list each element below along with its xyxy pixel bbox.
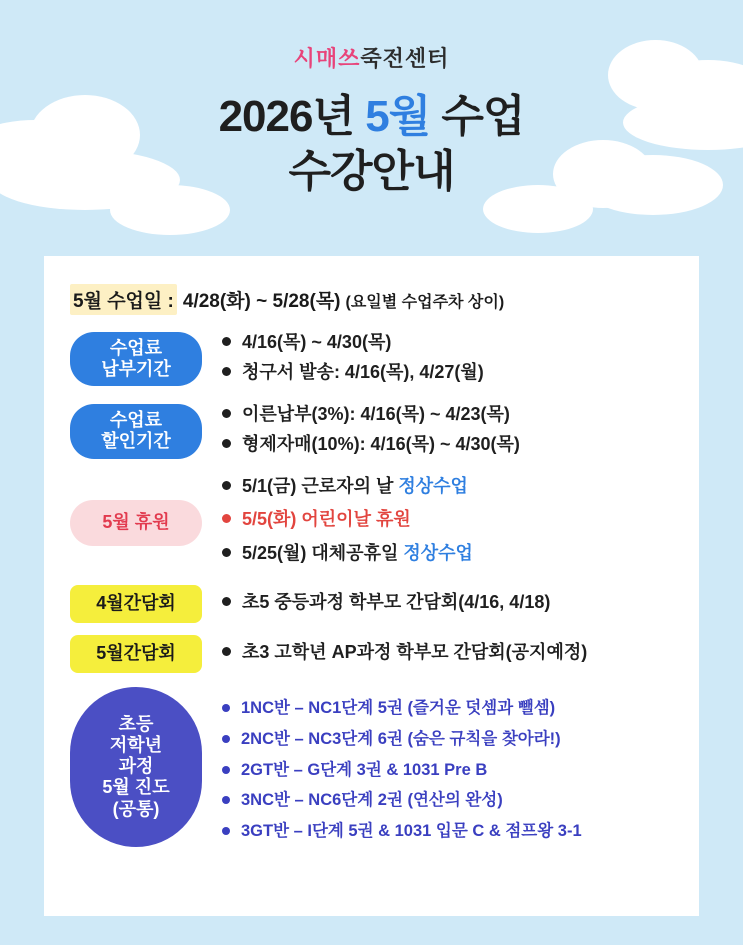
section-items bbox=[222, 329, 681, 389]
list-item bbox=[222, 431, 681, 457]
list-item-text: 형제자매(10%): 4/16(목) ~ 4/30(목) bbox=[242, 434, 520, 455]
section-elementary-progress bbox=[64, 687, 681, 852]
list-item bbox=[222, 506, 681, 532]
pill-line: 저학년 bbox=[109, 734, 163, 755]
list-item bbox=[222, 820, 681, 844]
section-label-tuition-discount bbox=[70, 404, 202, 458]
list-item bbox=[222, 759, 681, 783]
section-label-tuition-payment bbox=[70, 332, 202, 386]
bullet-dot-icon bbox=[222, 548, 231, 557]
brand-name-pink: 시매쓰 bbox=[293, 46, 361, 71]
list-item-text: 1NC반 – NC1단계 5권 (즐거운 덧셈과 뺄셈) bbox=[241, 698, 556, 717]
list-item bbox=[222, 728, 681, 752]
list-item bbox=[222, 639, 681, 665]
bullet-dot-icon bbox=[222, 647, 231, 656]
pill-line: 5월 진도 bbox=[102, 777, 170, 798]
pill-line: 과정 bbox=[118, 756, 154, 777]
section-may-meeting bbox=[64, 635, 681, 673]
section-label-april-meeting bbox=[70, 585, 202, 623]
section-label-may-holiday bbox=[70, 500, 202, 546]
list-item bbox=[222, 697, 681, 721]
list-item-text: 3GT반 – I단계 5권 & 1031 입문 C & 점프왕 3-1 bbox=[241, 822, 582, 841]
bullet-dot-icon bbox=[222, 597, 231, 606]
class-days-label: 5월 수업일 : bbox=[70, 284, 177, 315]
list-item-tail: 정상수업 bbox=[398, 476, 468, 497]
section-items bbox=[222, 697, 681, 852]
list-item-text bbox=[242, 473, 468, 499]
section-april-meeting bbox=[64, 585, 681, 623]
pill-line: 5월 휴원 bbox=[102, 512, 170, 533]
bullet-dot-icon bbox=[222, 735, 230, 743]
bullet-dot-icon bbox=[222, 481, 231, 490]
bullet-dot-icon bbox=[222, 367, 231, 376]
title-year-prefix: 2026년 bbox=[218, 92, 366, 141]
list-item-text: 2GT반 – G단계 3권 & 1031 Pre B bbox=[241, 760, 488, 779]
pill-line: 5월간담회 bbox=[96, 643, 176, 664]
list-item-text: 청구서 발송: 4/16(목), 4/27(월) bbox=[242, 362, 484, 383]
list-item-text: 초3 고학년 AP과정 학부모 간담회(공지예정) bbox=[242, 641, 588, 662]
list-item-text: 5/5(화) 어린이날 휴원 bbox=[242, 509, 411, 530]
list-item-text bbox=[242, 540, 473, 566]
title-month-accent: 5월 bbox=[365, 92, 431, 141]
bullet-dot-icon bbox=[222, 514, 231, 523]
info-card bbox=[44, 256, 699, 916]
list-item bbox=[222, 789, 681, 813]
pill-line: (공통) bbox=[112, 798, 160, 819]
section-may-holiday bbox=[64, 473, 681, 572]
list-item bbox=[222, 589, 681, 615]
page-title-line1 bbox=[0, 89, 743, 144]
list-item-main: 5/25(월) 대체공휴일 bbox=[242, 542, 404, 563]
list-item-text: 초5 중등과정 학부모 간담회(4/16, 4/18) bbox=[242, 591, 551, 612]
class-days-note: (요일별 수업주차 상이) bbox=[345, 294, 505, 311]
list-item-text: 3NC반 – NC6단계 2권 (연산의 완성) bbox=[241, 791, 503, 810]
bullet-dot-icon bbox=[222, 796, 230, 804]
poster-header bbox=[0, 0, 743, 199]
bullet-dot-icon bbox=[222, 704, 230, 712]
pill-line: 수업료 bbox=[109, 410, 163, 431]
bullet-dot-icon bbox=[222, 766, 230, 774]
list-item bbox=[222, 329, 681, 355]
list-item bbox=[222, 540, 681, 566]
list-item bbox=[222, 359, 681, 385]
pill-line: 4월간담회 bbox=[96, 593, 176, 614]
section-label-elementary-progress bbox=[70, 687, 202, 847]
bullet-dot-icon bbox=[222, 439, 231, 448]
page-title-line2: 수강안내 bbox=[288, 147, 455, 196]
section-items bbox=[222, 473, 681, 572]
bullet-dot-icon bbox=[222, 827, 230, 835]
list-item-text: 이른납부(3%): 4/16(목) ~ 4/23(목) bbox=[242, 404, 510, 425]
pill-line: 납부기간 bbox=[101, 359, 171, 380]
list-item-tail: 정상수업 bbox=[403, 542, 473, 563]
pill-line: 초등 bbox=[118, 713, 154, 734]
pill-line: 수업료 bbox=[109, 337, 163, 358]
section-items bbox=[222, 639, 681, 669]
list-item-main: 5/1(금) 근로자의 날 bbox=[242, 476, 399, 497]
class-days-value: 4/28(화) ~ 5/28(목) bbox=[182, 291, 341, 312]
brand-name bbox=[0, 42, 743, 73]
list-item-text: 4/16(목) ~ 4/30(목) bbox=[242, 332, 392, 352]
title-suffix: 수업 bbox=[430, 92, 525, 141]
page-title bbox=[0, 89, 743, 199]
section-tuition-discount bbox=[64, 401, 681, 461]
bullet-dot-icon bbox=[222, 337, 231, 346]
section-items bbox=[222, 589, 681, 619]
section-tuition-payment bbox=[64, 329, 681, 389]
section-items bbox=[222, 401, 681, 461]
list-item-text: 2NC반 – NC3단계 6권 (숨은 규칙을 찾아라!) bbox=[241, 729, 561, 748]
list-item bbox=[222, 473, 681, 499]
bullet-dot-icon bbox=[222, 409, 231, 418]
brand-name-dark: 죽전센터 bbox=[360, 46, 450, 71]
pill-line: 할인기간 bbox=[101, 431, 171, 452]
section-label-may-meeting bbox=[70, 635, 202, 673]
class-days-line bbox=[70, 284, 681, 315]
list-item bbox=[222, 401, 681, 427]
